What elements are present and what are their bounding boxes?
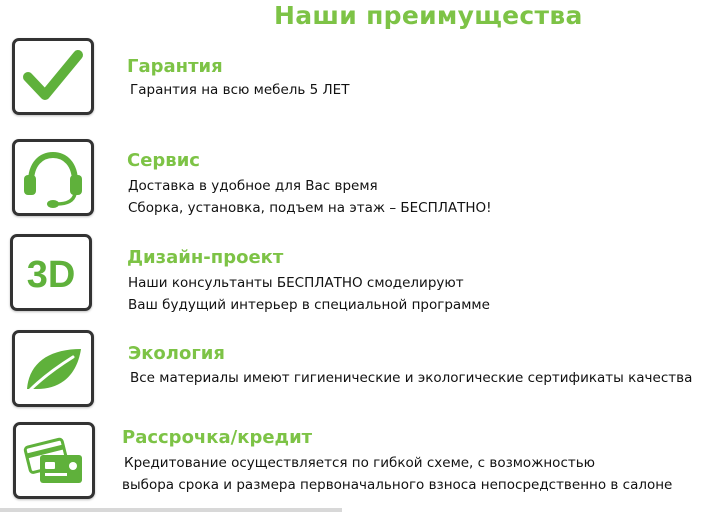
design-icon-box (10, 234, 92, 311)
bottom-divider (0, 508, 342, 512)
guarantee-title: Гарантия (127, 56, 223, 77)
credit-icon-box (13, 422, 95, 499)
checkmark-icon (15, 41, 91, 112)
service-text-1: Доставка в удобное для Вас время (128, 178, 378, 194)
ecology-icon-box (12, 330, 94, 407)
credit-card-icon (16, 425, 92, 496)
credit-text-2: выбора срока и размера первоначального взноса непосредственно в салоне (122, 477, 673, 493)
guarantee-icon-box (12, 38, 94, 115)
design-text-1: Наши консультанты БЕСПЛАТНО смоделируют (128, 275, 464, 291)
ecology-title: Экология (128, 343, 225, 364)
page-title: Наши преимущества (274, 1, 583, 30)
3d-icon (13, 237, 89, 308)
credit-text-1: Кредитование осуществляется по гибкой схеме, с возможностью (124, 455, 596, 471)
svg-text:3D: 3D (26, 254, 76, 296)
credit-title: Рассрочка/кредит (122, 427, 313, 448)
headset-icon (15, 142, 91, 213)
service-title: Сервис (127, 150, 200, 171)
leaf-icon (15, 333, 91, 404)
service-icon-box (12, 139, 94, 216)
guarantee-text: Гарантия на всю мебель 5 ЛЕТ (130, 82, 350, 98)
design-text-2: Ваш будущий интерьер в специальной программе (128, 297, 490, 313)
ecology-text: Все материалы имеют гигиенические и экологические сертификаты качества (130, 370, 693, 386)
design-title: Дизайн-проект (127, 247, 284, 268)
service-text-2: Сборка, установка, подъем на этаж – БЕСПЛАТНО! (128, 200, 492, 216)
